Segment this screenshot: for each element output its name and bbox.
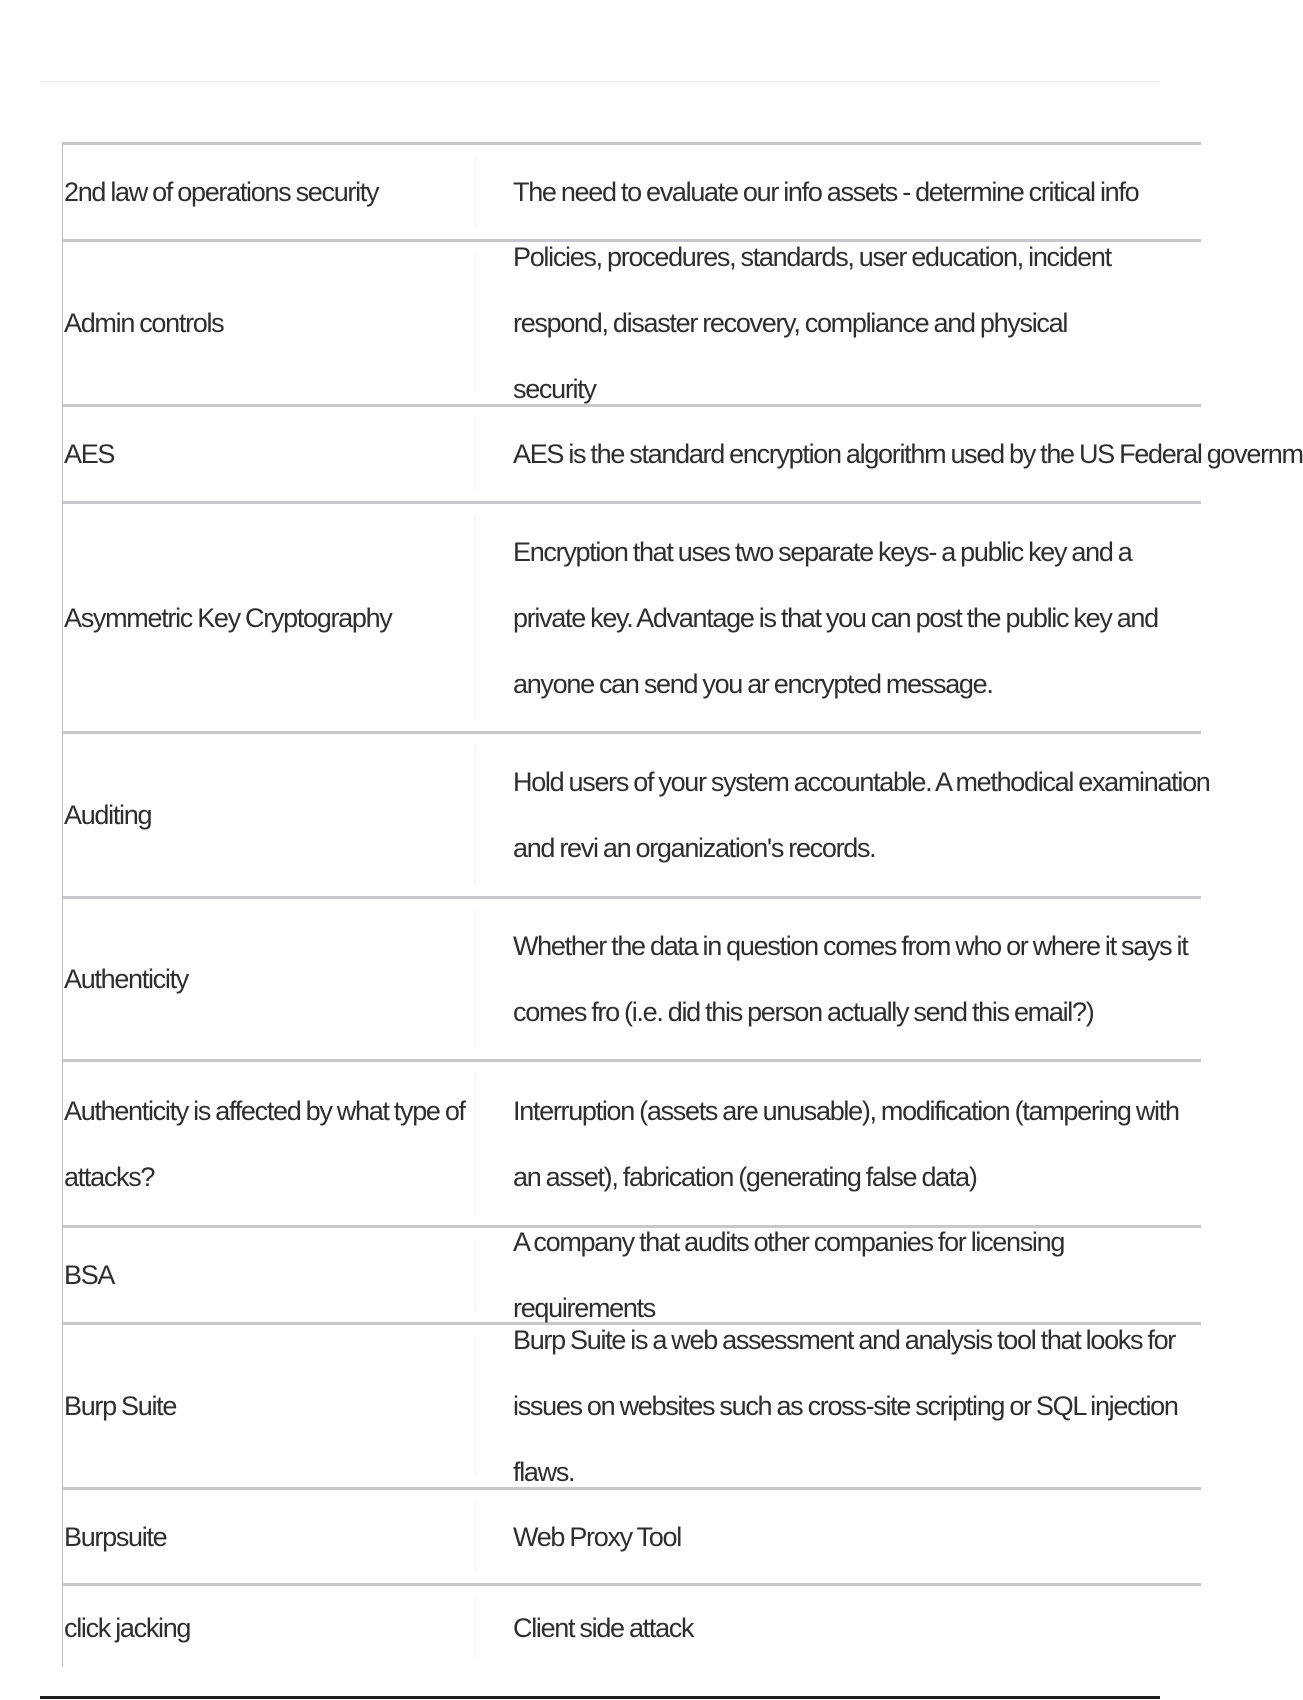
definition-cell	[509, 242, 1201, 404]
definition-cell	[509, 407, 1303, 501]
table-row	[63, 1487, 1201, 1583]
top-divider	[40, 81, 1160, 82]
term-cell	[63, 1586, 469, 1669]
definition-cell	[509, 1062, 1203, 1225]
table-row	[63, 501, 1201, 731]
term-cell	[63, 1325, 469, 1487]
term-cell	[63, 1062, 469, 1225]
definition-text: A company that audits other companies for licensing requirements	[513, 1227, 1065, 1323]
term-text: BSA	[64, 1260, 115, 1290]
definition-cell	[509, 1325, 1201, 1487]
term-text: Authenticity is affected by what type of attacks?	[64, 1095, 465, 1192]
definition-text: The need to evaluate our info assets - determine critical info	[513, 177, 1139, 207]
term-text: Burp Suite	[64, 1391, 177, 1421]
term-cell	[63, 899, 469, 1059]
column-gap	[469, 1490, 509, 1583]
definition-cell	[509, 734, 1213, 896]
term-text: Burpsuite	[64, 1521, 167, 1552]
definition-text: Policies, procedures, standards, user education, incident respond, disaster recovery, compliance and physical security	[513, 242, 1111, 404]
term-cell	[63, 734, 469, 896]
column-gap	[469, 1325, 509, 1487]
table-row	[63, 731, 1210, 896]
column-gap	[469, 734, 509, 896]
definition-text: Encryption that uses two separate keys- a public key and a private key. Advantage is that you can post the public key and anyone can send you ar encrypted message.	[513, 536, 1158, 699]
term-cell	[63, 145, 469, 239]
definition-cell	[509, 504, 1203, 731]
definition-text: Hold users of your system accountable. A methodical examination and revi an organization's records.	[513, 767, 1210, 863]
column-gap	[469, 504, 509, 731]
table-row	[63, 404, 1303, 501]
term-text: 2nd law of operations security	[64, 177, 379, 207]
definition-text: Interruption (assets are unusable), modification (tampering with an asset), fabrication (generating false data)	[513, 1095, 1179, 1192]
column-gap	[469, 1586, 509, 1669]
column-gap	[469, 242, 509, 404]
term-text: AES	[64, 439, 115, 469]
definition-text: Client side attack	[513, 1612, 694, 1643]
term-cell	[63, 504, 469, 731]
table-row	[63, 239, 1201, 404]
table-row	[63, 1059, 1201, 1225]
column-gap	[469, 1062, 509, 1225]
term-cell	[63, 1228, 469, 1322]
column-gap	[469, 407, 509, 501]
column-gap	[469, 899, 509, 1059]
term-text: Admin controls	[64, 308, 224, 338]
column-gap	[469, 145, 509, 239]
bottom-divider	[40, 1696, 1160, 1699]
definition-text: Web Proxy Tool	[513, 1521, 681, 1552]
definition-text: Burp Suite is a web assessment and analysis tool that looks for issues on websites such as cross-site scripting or SQL injection flaws.	[513, 1325, 1178, 1487]
definition-cell	[509, 1586, 1201, 1669]
glossary-table	[62, 142, 1303, 1667]
column-gap	[469, 1228, 509, 1322]
term-text: click jacking	[64, 1612, 191, 1643]
term-cell	[63, 407, 469, 501]
definition-cell	[509, 1490, 1201, 1583]
term-cell	[63, 1490, 469, 1583]
term-text: Authenticity	[64, 964, 188, 994]
table-row	[63, 1583, 1201, 1669]
definition-text: AES is the standard encryption algorithm used by the US Federal governm	[513, 439, 1303, 469]
table-row	[63, 896, 1201, 1059]
table-row	[63, 1322, 1201, 1487]
term-text: Asymmetric Key Cryptography	[64, 602, 392, 633]
definition-cell	[509, 899, 1213, 1059]
term-cell	[63, 242, 469, 404]
definition-text: Whether the data in question comes from who or where it says it comes fro (i.e. did this person actually send this email?)	[513, 931, 1188, 1027]
term-text: Auditing	[64, 800, 152, 830]
